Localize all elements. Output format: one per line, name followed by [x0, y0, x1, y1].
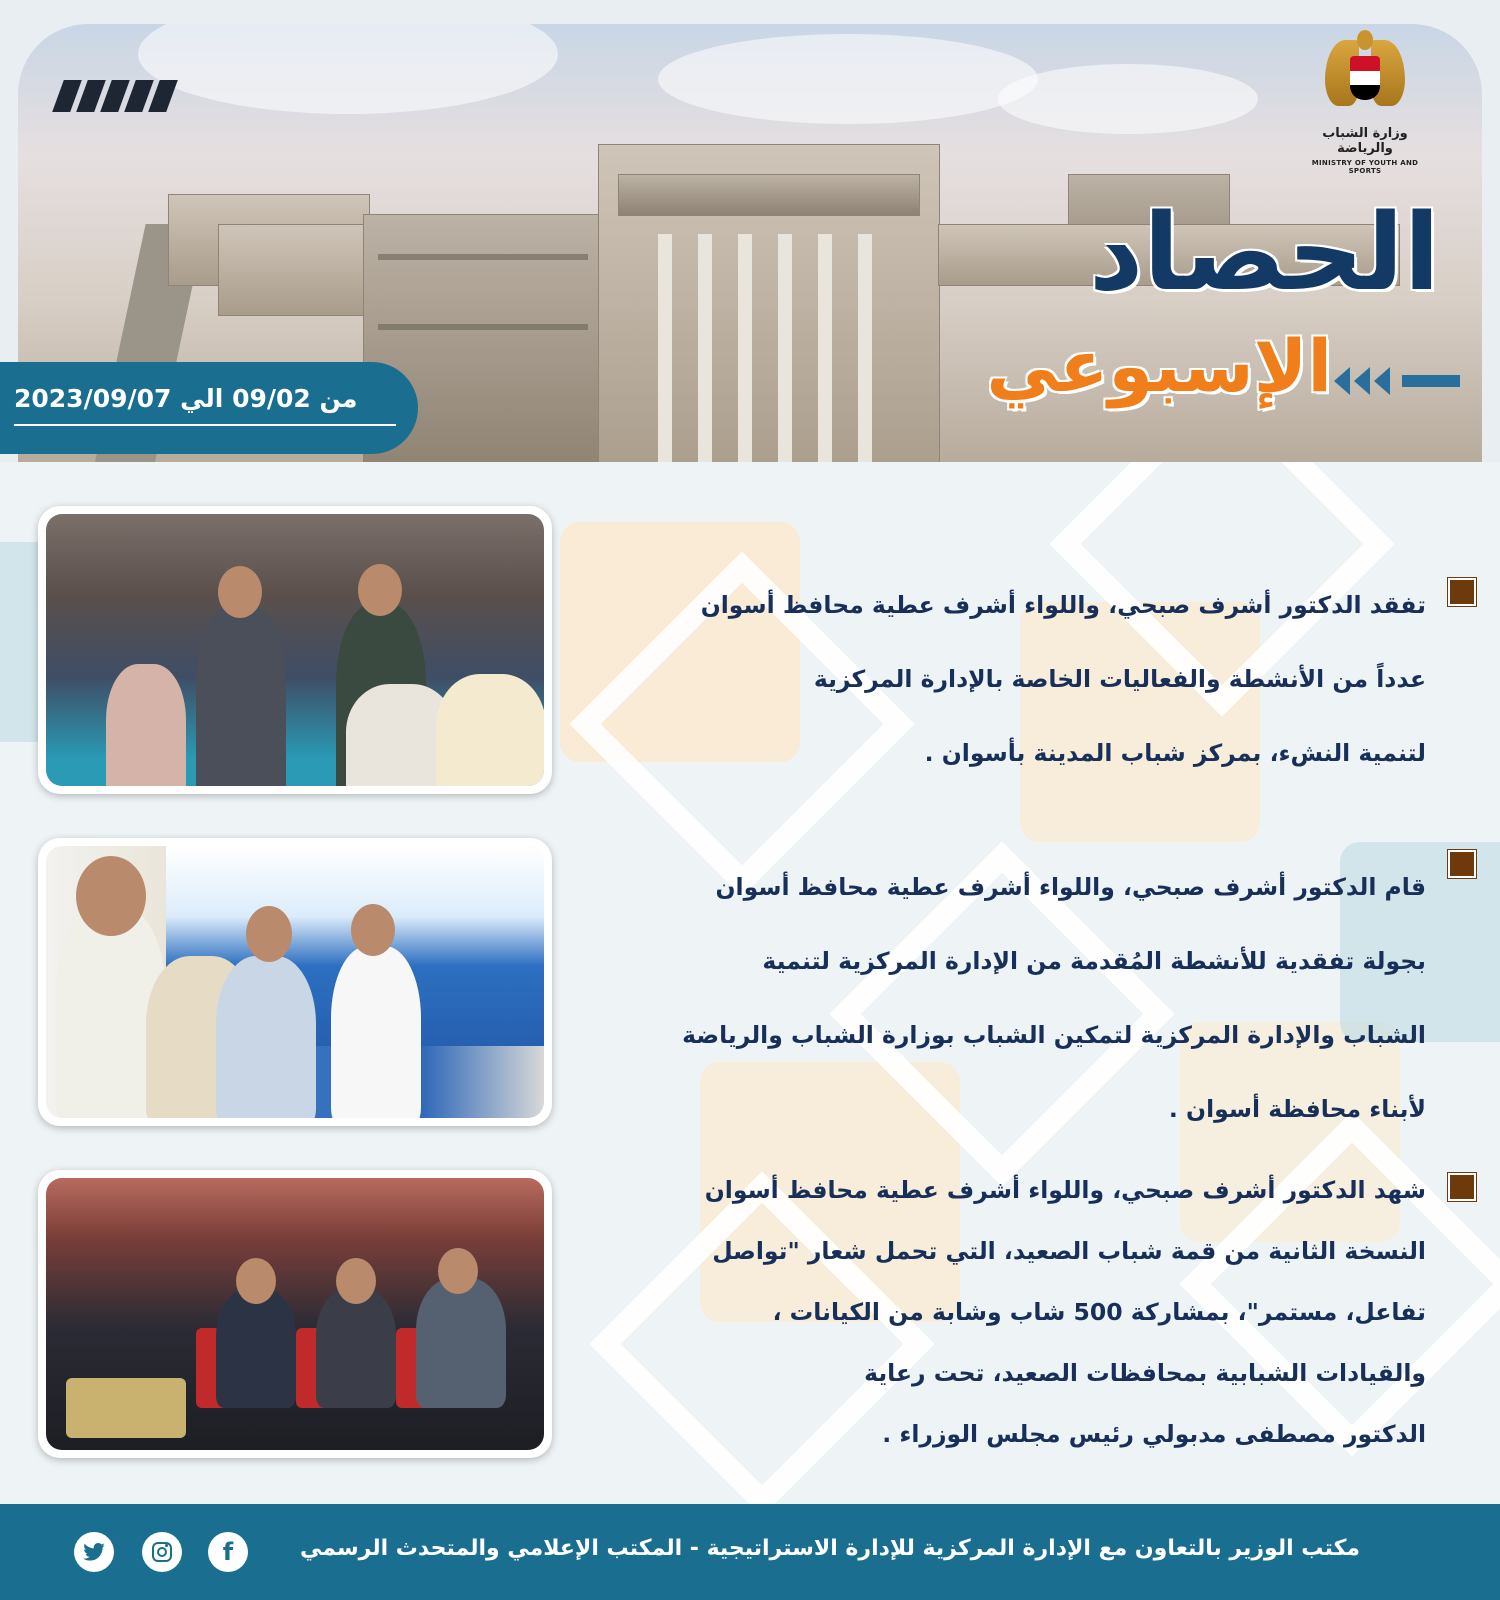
news-item-line: بجولة تفقدية للأنشطة المُقدمة من الإدارة المركزية لتنمية — [762, 947, 1426, 975]
news-item-line: قام الدكتور أشرف صبحي، واللواء أشرف عطية محافظ أسوان — [715, 873, 1426, 901]
eagle-emblem-icon — [1323, 30, 1407, 122]
bullet-icon — [1448, 1173, 1476, 1201]
page-subtitle: الإسبوعي — [986, 324, 1332, 408]
news-item-line: النسخة الثانية من قمة شباب الصعيد، التي تحمل شعار "تواصل — [712, 1237, 1426, 1265]
news-item-3 — [570, 1160, 1426, 1465]
news-item-line: لأبناء محافظة أسوان . — [1168, 1095, 1426, 1123]
news-item-2 — [566, 850, 1426, 1146]
news-item-line: تفقد الدكتور أشرف صبحي، واللواء أشرف عطية محافظ أسوان — [700, 591, 1426, 619]
chevron-arrows-icon — [1330, 367, 1460, 395]
logo-english-name: MINISTRY OF YOUTH AND SPORTS — [1311, 159, 1419, 175]
news-item-line: شهد الدكتور أشرف صبحي، واللواء أشرف عطية محافظ أسوان — [704, 1176, 1426, 1204]
footer — [0, 1504, 1500, 1600]
photo-youth-summit — [38, 1170, 552, 1458]
footer-credit: مكتب الوزير بالتعاون مع الإدارة المركزية للإدارة الاستراتيجية - المكتب الإعلامي والمتحدث الرسمي — [300, 1536, 1360, 1561]
bullet-icon — [1448, 578, 1476, 606]
photo-youth-center-visit — [38, 506, 552, 794]
news-item-line: الدكتور مصطفى مدبولي رئيس مجلس الوزراء . — [882, 1420, 1426, 1448]
decorative-stripes — [58, 80, 178, 112]
photo-activities-tour — [38, 838, 552, 1126]
news-item-line: عدداً من الأنشطة والفعاليات الخاصة بالإدارة المركزية — [813, 665, 1426, 693]
ministry-logo — [1300, 30, 1430, 175]
bullet-icon — [1448, 850, 1476, 878]
news-item-line: تفاعل، مستمر"، بمشاركة 500 شاب وشابة من الكيانات ، — [772, 1298, 1426, 1326]
header — [0, 0, 1500, 462]
date-range-text: من 09/02 الي 2023/09/07 — [14, 384, 358, 413]
instagram-icon[interactable] — [142, 1532, 182, 1572]
logo-arabic-name: وزارة الشباب والرياضة — [1322, 126, 1408, 156]
news-item-line: لتنمية النشء، بمركز شباب المدينة بأسوان . — [924, 739, 1426, 767]
date-range-badge — [0, 362, 418, 454]
news-item-1 — [566, 568, 1426, 790]
page-title: الحصاد — [1088, 191, 1440, 314]
facebook-icon[interactable]: f — [208, 1532, 248, 1572]
twitter-icon[interactable] — [74, 1532, 114, 1572]
news-item-line: والقيادات الشبابية بمحافظات الصعيد، تحت رعاية — [864, 1359, 1426, 1387]
news-item-line: الشباب والإدارة المركزية لتمكين الشباب بوزارة الشباب والرياضة — [682, 1021, 1426, 1049]
